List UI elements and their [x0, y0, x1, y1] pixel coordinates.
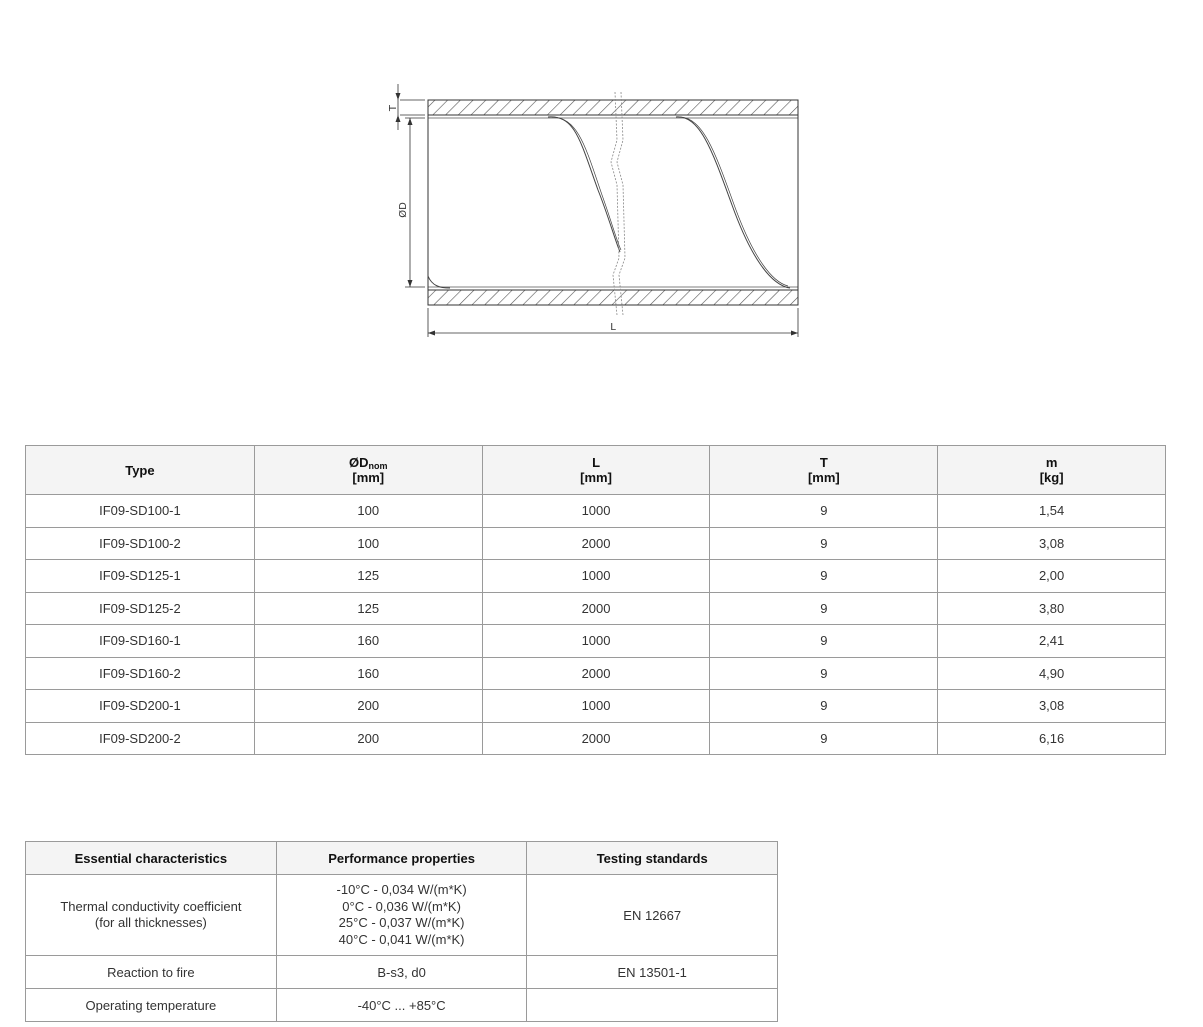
- cell-thickness: 9: [710, 690, 938, 723]
- table-row: [26, 722, 1166, 755]
- dimensions-table: [25, 445, 1166, 755]
- cell-type: IF09-SD125-1: [26, 560, 255, 593]
- dimension-t-label: T: [388, 104, 399, 112]
- cell-thickness: 9: [710, 657, 938, 690]
- cell-performance: -10°C - 0,034 W/(m*K) 0°C - 0,036 W/(m*K) 25°C - 0,037 W/(m*K) 40°C - 0,041 W/(m*K): [276, 875, 527, 956]
- table-row: [26, 657, 1166, 690]
- cell-diameter: 200: [254, 690, 482, 723]
- cell-diameter: 125: [254, 560, 482, 593]
- cell-diameter: 100: [254, 527, 482, 560]
- header-testing-standards: Testing standards: [527, 842, 778, 875]
- cell-thickness: 9: [710, 625, 938, 658]
- table-row: [26, 527, 1166, 560]
- cell-mass: 6,16: [938, 722, 1166, 755]
- header-length: L [mm]: [482, 446, 710, 495]
- cell-standard: EN 13501-1: [527, 956, 778, 989]
- cell-length: 1000: [482, 560, 710, 593]
- table-row: [26, 956, 778, 989]
- cell-thickness: 9: [710, 722, 938, 755]
- cell-mass: 1,54: [938, 495, 1166, 528]
- cell-diameter: 100: [254, 495, 482, 528]
- dimensions-header-row: [26, 446, 1166, 495]
- cell-thickness: 9: [710, 495, 938, 528]
- table-row: [26, 495, 1166, 528]
- cell-type: IF09-SD200-1: [26, 690, 255, 723]
- top-wall-hatch: [428, 100, 798, 115]
- cell-mass: 3,08: [938, 690, 1166, 723]
- header-mass: m [kg]: [938, 446, 1166, 495]
- cell-thickness: 9: [710, 592, 938, 625]
- cell-thickness: 9: [710, 527, 938, 560]
- cell-standard: EN 12667: [527, 875, 778, 956]
- bottom-wall-hatch: [428, 290, 798, 305]
- table-row: [26, 989, 778, 1022]
- cell-length: 1000: [482, 495, 710, 528]
- dimension-l-label: L: [610, 322, 616, 333]
- header-type: Type: [26, 446, 255, 495]
- cell-mass: 2,41: [938, 625, 1166, 658]
- table-row: [26, 592, 1166, 625]
- header-diameter: $ØD_{nom}$ [mm]: [254, 446, 482, 495]
- header-performance-properties: Performance properties: [276, 842, 527, 875]
- cell-type: IF09-SD125-2: [26, 592, 255, 625]
- cell-type: IF09-SD200-2: [26, 722, 255, 755]
- cell-performance: B-s3, d0: [276, 956, 527, 989]
- cell-mass: 3,80: [938, 592, 1166, 625]
- cell-length: 1000: [482, 625, 710, 658]
- table-row: [26, 875, 778, 956]
- cell-length: 1000: [482, 690, 710, 723]
- cell-type: IF09-SD160-2: [26, 657, 255, 690]
- cell-mass: 2,00: [938, 560, 1166, 593]
- cell-characteristic: Operating temperature: [26, 989, 277, 1022]
- cell-length: 2000: [482, 527, 710, 560]
- header-thickness: T [mm]: [710, 446, 938, 495]
- cell-type: IF09-SD100-1: [26, 495, 255, 528]
- table-row: [26, 625, 1166, 658]
- table-row: [26, 560, 1166, 593]
- spiral-seam-left: [548, 117, 620, 252]
- cell-performance: -40°C ... +85°C: [276, 989, 527, 1022]
- cell-type: IF09-SD160-1: [26, 625, 255, 658]
- table-row: [26, 690, 1166, 723]
- cell-diameter: 125: [254, 592, 482, 625]
- properties-table: [25, 841, 778, 1022]
- header-essential-characteristics: Essential characteristics: [26, 842, 277, 875]
- cell-characteristic: Thermal conductivity coefficient (for all thicknesses): [26, 875, 277, 956]
- dimension-d-label: ØD: [398, 202, 409, 218]
- cell-mass: 3,08: [938, 527, 1166, 560]
- cell-thickness: 9: [710, 560, 938, 593]
- cell-characteristic: Reaction to fire: [26, 956, 277, 989]
- cell-type: IF09-SD100-2: [26, 527, 255, 560]
- cell-diameter: 200: [254, 722, 482, 755]
- break-line: [611, 92, 619, 315]
- cell-length: 2000: [482, 657, 710, 690]
- cell-standard: [527, 989, 778, 1022]
- cell-mass: 4,90: [938, 657, 1166, 690]
- spiral-seam-bottom: [428, 276, 450, 288]
- cell-diameter: 160: [254, 625, 482, 658]
- cell-length: 2000: [482, 722, 710, 755]
- duct-technical-drawing: [0, 0, 1203, 420]
- properties-header-row: [26, 842, 778, 875]
- cell-diameter: 160: [254, 657, 482, 690]
- cell-length: 2000: [482, 592, 710, 625]
